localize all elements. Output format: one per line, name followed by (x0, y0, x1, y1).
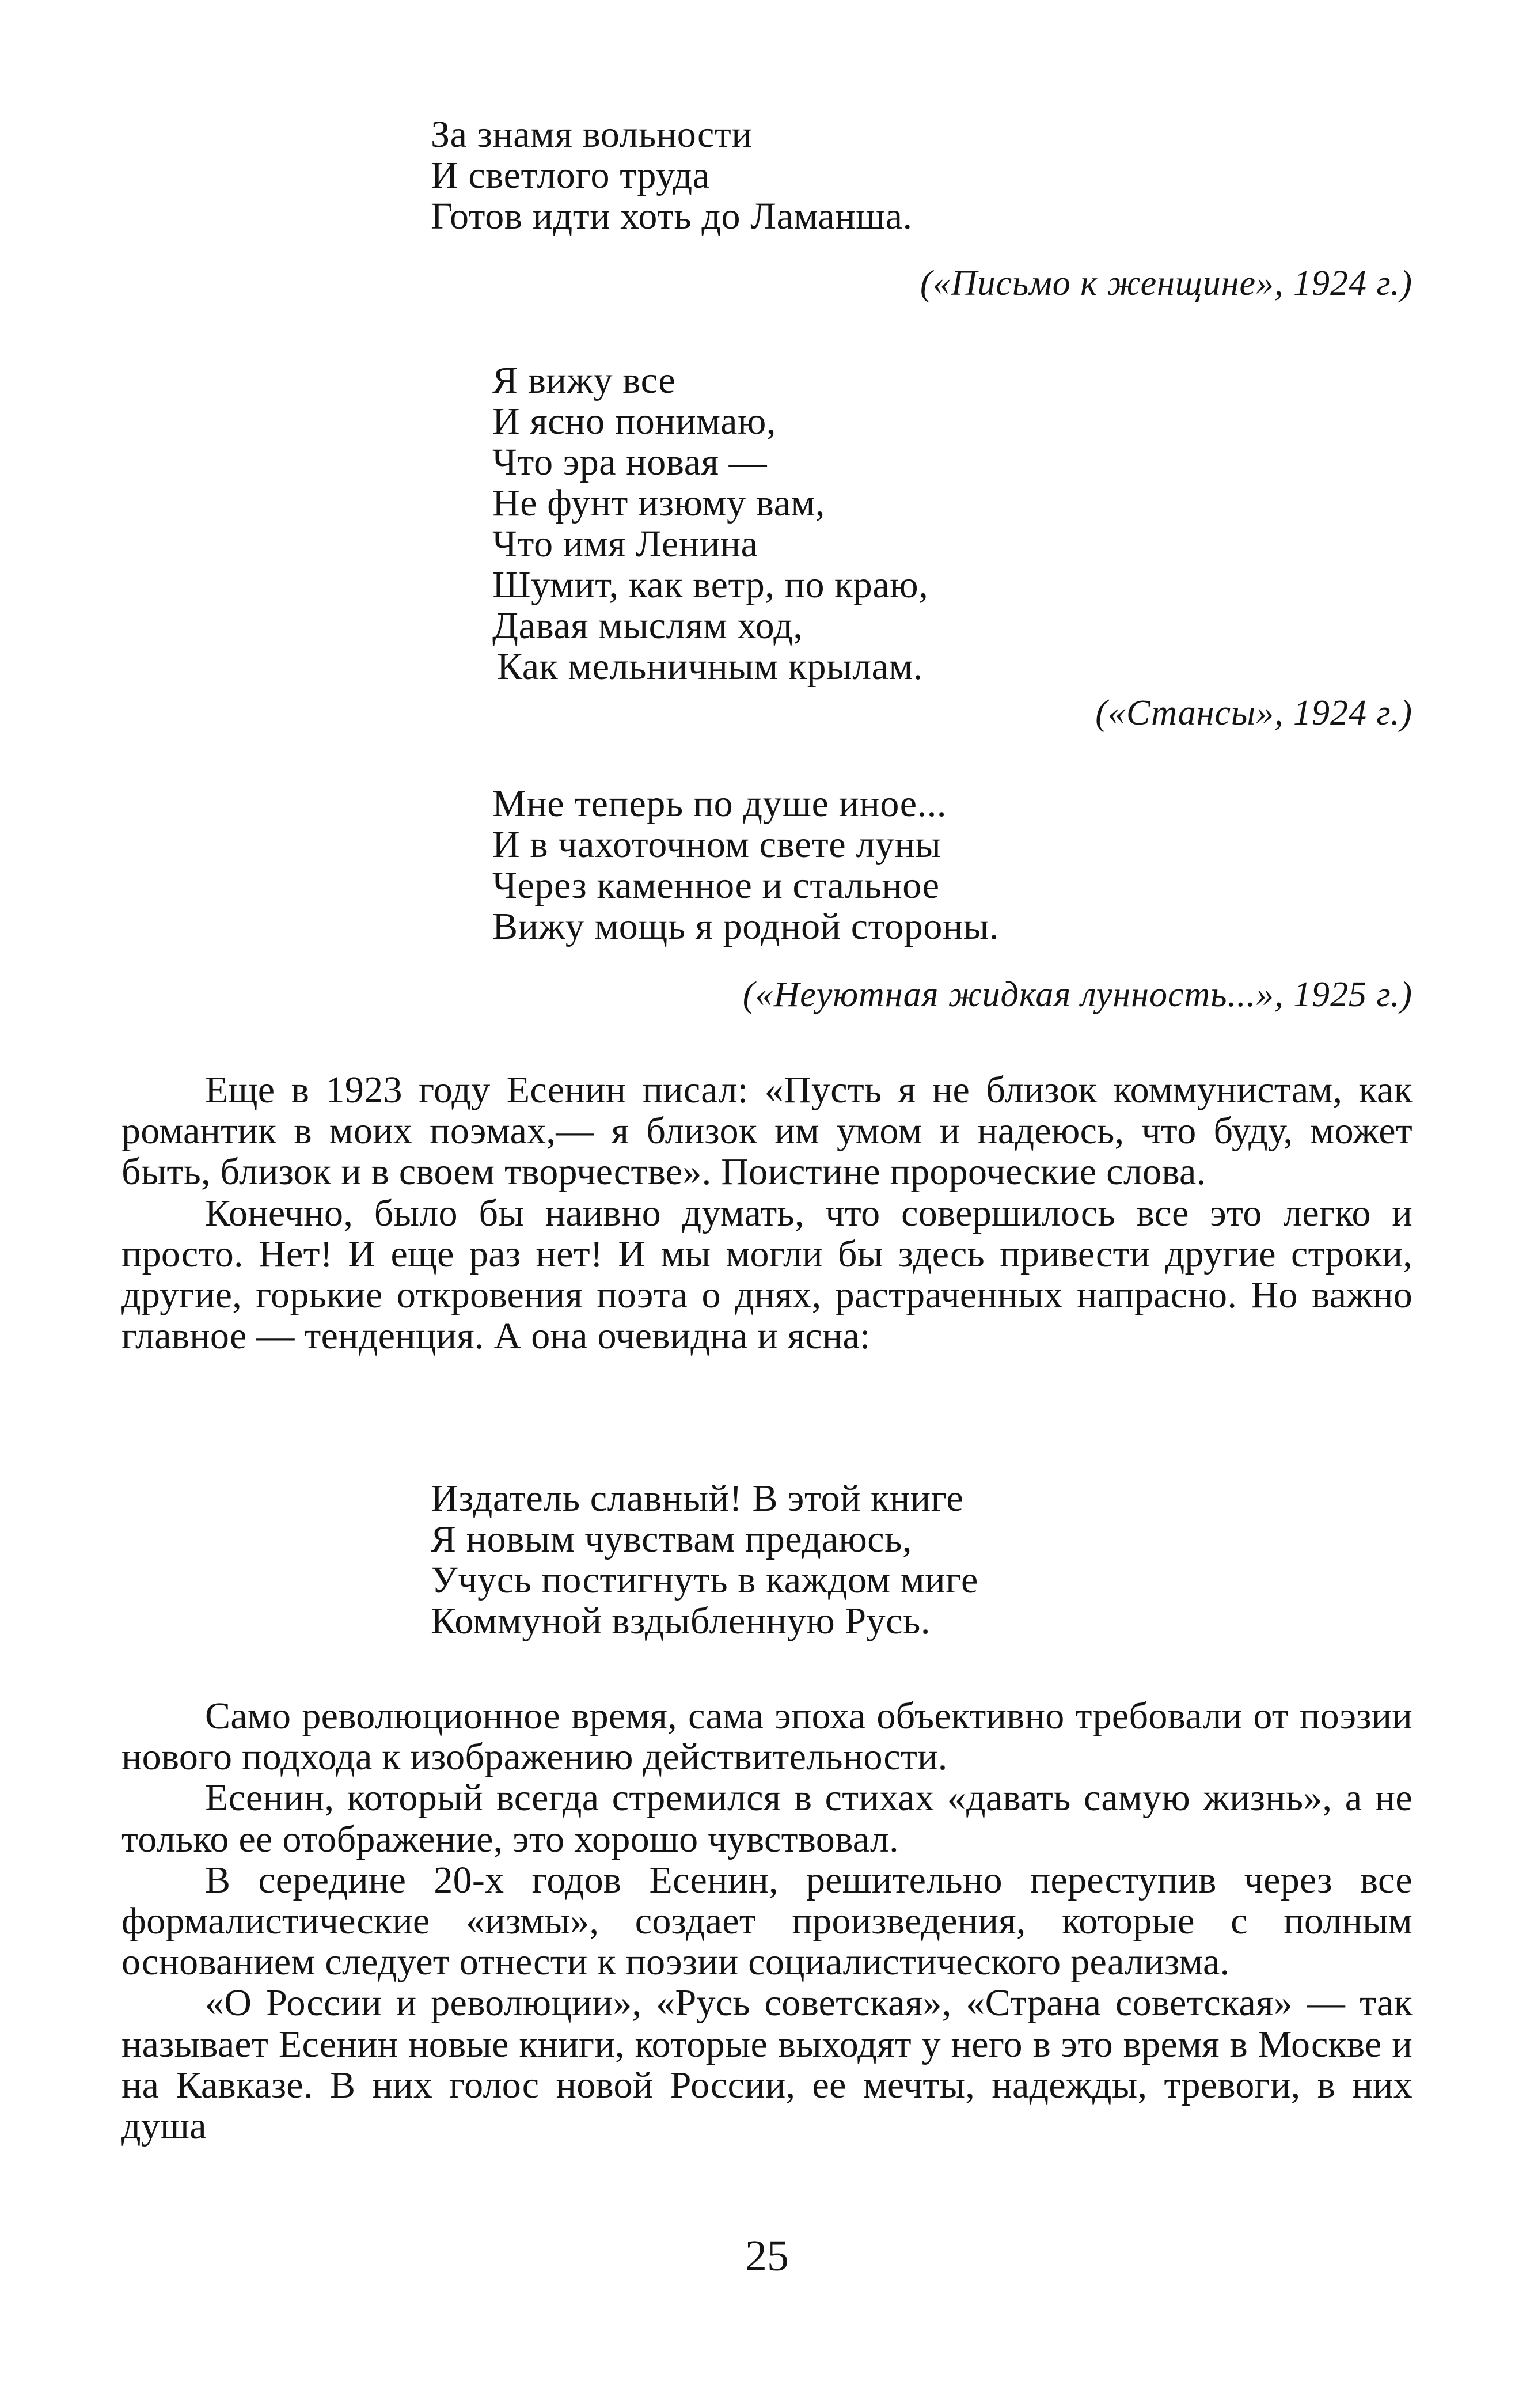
paragraph: Конечно, было бы наивно думать, что совершилось все это легко и просто. Нет! И еще раз нет! И мы могли бы здесь привести другие строки, другие, горькие откровения поэта о днях, растраченных напрасно. Но важно главное — тенденция. А она очевидна и ясна: (121, 1192, 1413, 1357)
paragraph: Еще в 1923 году Есенин писал: «Пусть я не близок коммунистам, как романтик в моих поэмах,— я близок им умом и надеюсь, что буду, может быть, близок и в своем творчестве». Поистине пророческие слова. (121, 1069, 1413, 1193)
verse-line: Я вижу все (492, 359, 676, 401)
verse-line: Что эра новая — (492, 441, 768, 483)
paragraph: «О России и революции», «Русь советская», «Страна советская» — так называет Есенин новые книги, которые выходят у него в это время в Москве и на Кавказе. В них голос новой России, ее мечты, надежды, тревоги, в них душа (121, 1982, 1413, 2148)
verse-line: Учусь постигнуть в каждом миге (431, 1559, 978, 1601)
verse-citation-2: («Стансы», 1924 г.) (1095, 693, 1413, 733)
verse-line: Вижу мощь я родной стороны. (492, 905, 999, 947)
verse-line: И светлого труда (431, 154, 710, 196)
prose-section-2 (121, 1696, 1413, 2147)
verse-line: Не фунт изюму вам, (492, 482, 825, 524)
verse-line: Давая мыслям ход, (492, 605, 803, 647)
verse-line: Через каменное и стальное (492, 864, 940, 907)
verse-line: Я новым чувствам предаюсь, (431, 1518, 912, 1560)
verse-line: За знамя вольности (431, 113, 753, 156)
prose-section-1 (121, 1070, 1413, 1356)
verse-line: Мне теперь по душе иное... (492, 783, 947, 825)
verse-stanza-1 (431, 114, 913, 237)
paragraph: Есенин, который всегда стремился в стихах «давать самую жизнь», а не только ее отображение, это хорошо чувствовал. (121, 1777, 1413, 1860)
verse-line: Издатель славный! В этой книге (431, 1477, 964, 1519)
paragraph: В середине 20-х годов Есенин, решительно переступив через все формалистические «измы», создает произведения, которые с полным основанием следует отнести к поэзии социалистического реализма. (121, 1859, 1413, 1984)
verse-stanza-4 (431, 1478, 978, 1641)
verse-citation-1: («Письмо к женщине», 1924 г.) (920, 264, 1413, 303)
verse-stanza-2 (492, 360, 928, 687)
verse-line: Как мельничным крылам. (497, 646, 923, 688)
verse-line: Что имя Ленина (492, 523, 758, 565)
verse-citation-3: («Неуютная жидкая лунность...», 1925 г.) (742, 975, 1413, 1014)
page-number: 25 (745, 2232, 789, 2280)
verse-line: Коммуной вздыбленную Русь. (431, 1600, 931, 1642)
verse-line: Готов идти хоть до Ламанша. (431, 195, 913, 237)
verse-stanza-3 (492, 783, 999, 947)
verse-line: И в чахоточном свете луны (492, 824, 941, 866)
verse-line: Шумит, как ветр, по краю, (492, 564, 929, 606)
verse-line: И ясно понимаю, (492, 400, 777, 442)
paragraph: Само революционное время, сама эпоха объективно требовали от поэзии нового подхода к изображению действительности. (121, 1695, 1413, 1778)
